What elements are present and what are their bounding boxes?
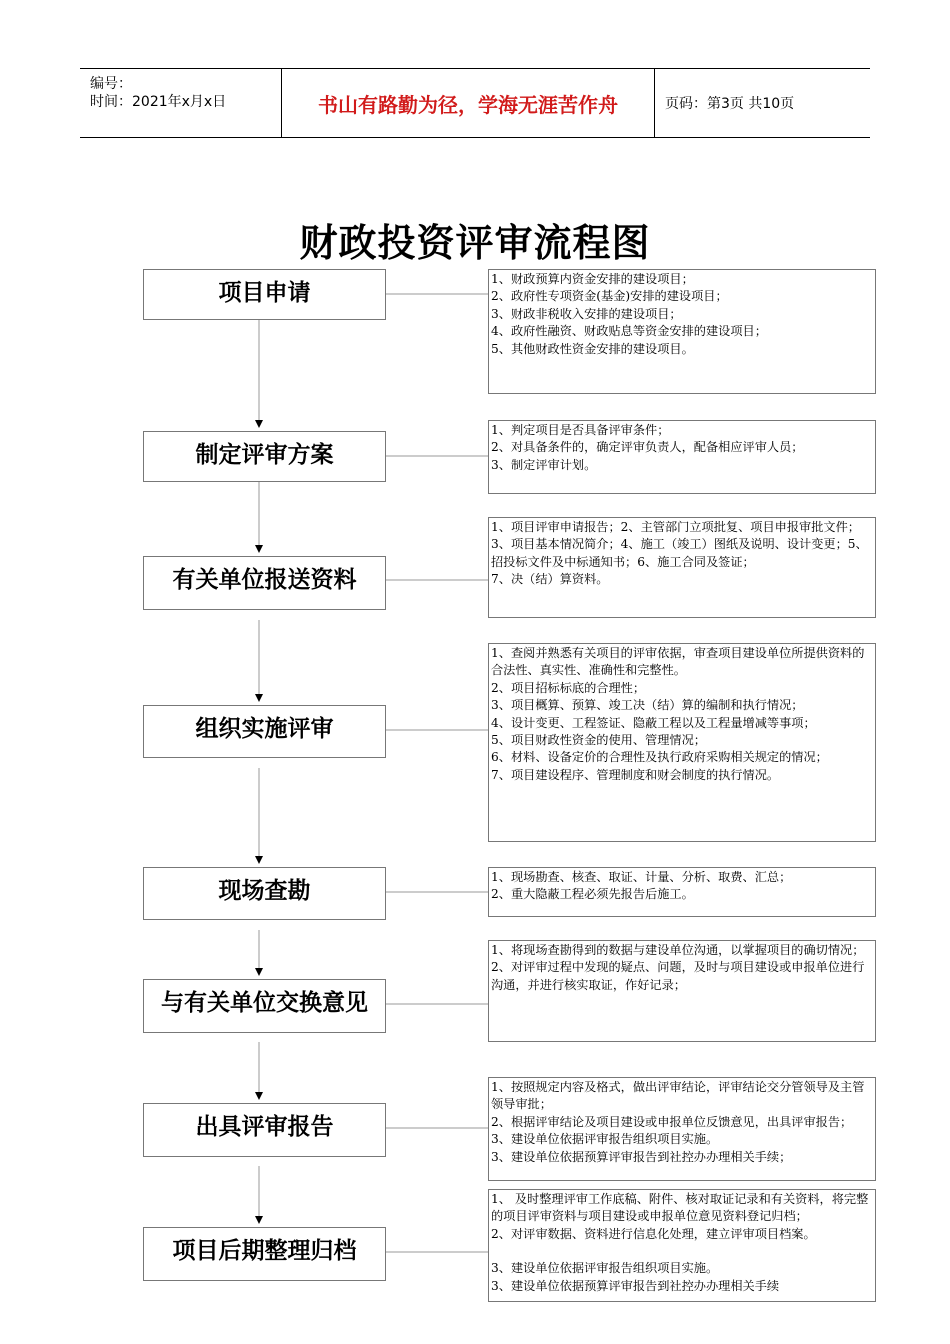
note-line: 2、对具备条件的，确定评审负责人，配备相应评审人员；: [491, 440, 804, 455]
note-line: 1、财政预算内资金安排的建设项目；: [491, 272, 694, 286]
motto: 书山有路勤为径，学海无涯苦作舟: [318, 92, 618, 117]
note-line: 1、将现场查勘得到的数据与建设单位沟通，以掌握项目的确切情况；: [491, 943, 865, 957]
step-label: 组织实施评审: [195, 716, 334, 742]
step-label: 现场查勘: [218, 878, 311, 904]
note-line: 5、项目财政性资金的使用、管理情况；: [491, 733, 706, 748]
note-line: 3、建设单位依据预算评审报告到社控办办理相关手续；: [491, 1149, 792, 1164]
note-line: 4、设计变更、工程签证、隐蔽工程以及工程量增减等事项；: [491, 715, 816, 730]
page-info: 页码：第3页 共10页: [665, 96, 795, 112]
note-line: 3、财政非税收入安排的建设项目；: [491, 306, 682, 321]
note-line: 2、政府性专项资金(基金)安排的建设项目；: [491, 289, 728, 304]
note-line: 3、建设单位依据预算评审报告到社控办办理相关手续: [491, 1278, 780, 1293]
note-line: 2、对评审过程中发现的疑点、问题，及时与项目建设或申报单位进行沟通，并进行核实取证，作好记录；: [491, 960, 865, 992]
note-line: 3、建设单位依据评审报告组织项目实施。: [491, 1132, 719, 1147]
note-line: 6、材料、设备定价的合理性及执行政府采购相关规定的情况；: [491, 750, 828, 765]
note-make-review-plan: [488, 420, 876, 494]
note-line: [491, 1243, 874, 1260]
step-label: 项目申请: [218, 280, 311, 306]
note-line: 1、按照规定内容及格式，做出评审结论，评审结论交分管领导及主管领导审批；: [491, 1080, 865, 1112]
step-archive: [143, 1227, 386, 1281]
note-line: 7、项目建设程序、管理制度和财会制度的执行情况。: [491, 767, 780, 782]
page-header: [80, 68, 870, 138]
step-label: 项目后期整理归档: [172, 1238, 357, 1264]
document-number: 编号：: [90, 76, 132, 92]
step-label: 制定评审方案: [195, 442, 334, 468]
note-line: 1、 及时整理评审工作底稿、附件、核对取证记录和有关资料，将完整的项目评审资料与项目建设或申报单位意见资料登记归档；: [491, 1192, 869, 1224]
step-submit-materials: [143, 556, 386, 610]
step-label: 与有关单位交换意见: [161, 990, 368, 1016]
note-line: 1、判定项目是否具备评审条件；: [491, 423, 670, 437]
step-label: 有关单位报送资料: [172, 567, 357, 593]
note-site-survey: [488, 867, 876, 917]
note-conduct-review: [488, 643, 876, 842]
note-line: 2、根据评审结论及项目建设或申报单位反馈意见，出具评审报告；: [491, 1114, 853, 1129]
note-line: 3、建设单位依据评审报告组织项目实施。: [491, 1261, 719, 1276]
note-submit-materials: [488, 517, 876, 618]
note-line: 1、项目评审申请报告；2、主管部门立项批复、项目申报审批文件；3、项目基本情况简介；4、施工（竣工）图纸及说明、设计变更；5、招投标文件及中标通知书；6、施工合同及签证；: [491, 520, 868, 569]
note-line: 5、其他财政性资金安排的建设项目。: [491, 341, 694, 356]
note-project-application: [488, 269, 876, 394]
note-line: 3、制定评审计划。: [491, 457, 597, 472]
step-issue-report: [143, 1103, 386, 1157]
step-site-survey: [143, 867, 386, 920]
note-line: 4、政府性融资、财政贴息等资金安排的建设项目；: [491, 324, 767, 339]
step-conduct-review: [143, 705, 386, 758]
note-line: 7、决（结）算资料。: [491, 572, 609, 587]
note-issue-report: [488, 1077, 876, 1181]
header-motto-cell: [282, 69, 655, 137]
step-exchange-opinions: [143, 979, 386, 1033]
note-archive: [488, 1189, 876, 1302]
step-label: 出具评审报告: [195, 1114, 334, 1140]
document-date: 时间：2021年x月x日: [90, 94, 227, 110]
note-line: 1、查阅并熟悉有关项目的评审依据，审查项目建设单位所提供资料的合法性、真实性、准确性和完整性。: [491, 646, 865, 678]
page-title: 财政投资评审流程图: [299, 221, 651, 265]
note-line: 3、项目概算、预算、竣工决（结）算的编制和执行情况；: [491, 698, 804, 713]
step-make-review-plan: [143, 431, 386, 482]
note-line: 2、项目招标标底的合理性；: [491, 680, 646, 695]
header-page-cell: [655, 69, 870, 137]
note-exchange-opinions: [488, 940, 876, 1042]
header-meta-cell: [80, 69, 282, 137]
note-line: 2、重大隐蔽工程必须先报告后施工。: [491, 887, 694, 902]
step-project-application: [143, 269, 386, 320]
note-line: 1、现场勘查、核查、取证、计量、分析、取费、汇总；: [491, 870, 792, 884]
note-line: 2、对评审数据、资料进行信息化处理，建立评审项目档案。: [491, 1226, 816, 1241]
